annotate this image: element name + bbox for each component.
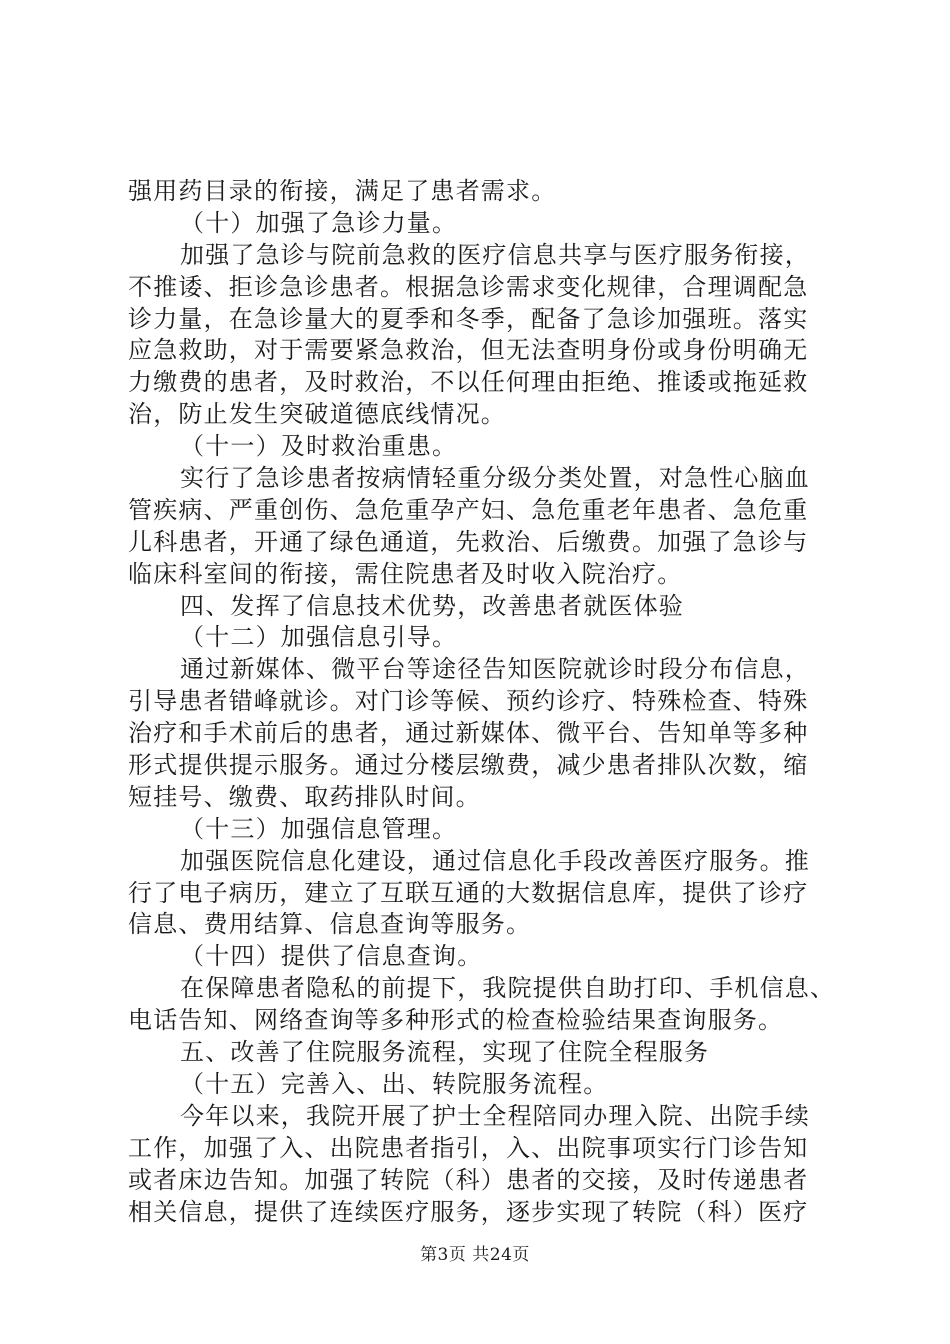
text-line: 信息、费用结算、信息查询等服务。	[128, 910, 532, 939]
text-line: 行了电子病历，建立了互联互通的大数据信息库，提供了诊疗	[128, 878, 809, 907]
text-line: 力缴费的患者，及时救治，不以任何理由拒绝、推诿或拖延救	[128, 368, 809, 397]
text-line: 工作，加强了入、出院患者指引，入、出院事项实行门诊告知	[128, 1133, 809, 1162]
text-line: （十二）加强信息引导。	[180, 623, 458, 652]
text-line: （十三）加强信息管理。	[180, 814, 458, 843]
text-line: （十四）提供了信息查询。	[180, 942, 483, 971]
text-line: 四、发挥了信息技术优势，改善患者就医体验	[180, 591, 684, 620]
text-line: 短挂号、缴费、取药排队时间。	[128, 782, 481, 811]
text-line: 临床科室间的衔接，需住院患者及时收入院治疗。	[128, 559, 683, 588]
text-line: 治，防止发生突破道德底线情况。	[128, 400, 506, 429]
text-line: 管疾病、严重创伤、急危重孕产妇、急危重老年患者、急危重	[128, 495, 809, 524]
text-line: 强用药目录的衔接，满足了患者需求。	[128, 177, 557, 205]
text-line: 通过新媒体、微平台等途径告知医院就诊时段分布信息，	[180, 655, 810, 684]
text-line: 加强医院信息化建设，通过信息化手段改善医疗服务。推	[180, 846, 810, 875]
text-line: 电话告知、网络查询等多种形式的检查检验结果查询服务。	[128, 1006, 784, 1035]
page-footer: 第3页 共24页	[420, 1245, 530, 1265]
text-line: 形式提供提示服务。通过分楼层缴费，减少患者排队次数，缩	[128, 751, 809, 780]
document-body	[128, 176, 838, 1228]
text-line: （十五）完善入、出、转院服务流程。	[180, 1069, 609, 1098]
text-line: 治疗和手术前后的患者，通过新媒体、微平台、告知单等多种	[128, 719, 809, 748]
text-line: 加强了急诊与院前急救的医疗信息共享与医疗服务衔接，	[180, 240, 810, 269]
text-line: 应急救助，对于需要紧急救治，但无法查明身份或身份明确无	[128, 336, 809, 365]
text-line: （十）加强了急诊力量。	[180, 208, 458, 237]
text-line: 实行了急诊患者按病情轻重分级分类处置，对急性心脑血	[180, 464, 810, 493]
text-line: 引导患者错峰就诊。对门诊等候、预约诊疗、特殊检查、特殊	[128, 687, 809, 716]
text-line: 相关信息，提供了连续医疗服务，逐步实现了转院（科）医疗	[128, 1197, 809, 1226]
text-line: 诊力量，在急诊量大的夏季和冬季，配备了急诊加强班。落实	[128, 304, 809, 333]
text-line: 今年以来，我院开展了护士全程陪同办理入院、出院手续	[180, 1101, 810, 1130]
text-line: 或者床边告知。加强了转院（科）患者的交接，及时传递患者	[128, 1165, 809, 1194]
text-line: 在保障患者隐私的前提下，我院提供自助打印、手机信息、	[180, 974, 836, 1003]
text-line: 五、改善了住院服务流程，实现了住院全程服务	[180, 1038, 710, 1067]
text-line: 儿科患者，开通了绿色通道，先救治、后缴费。加强了急诊与	[128, 527, 809, 556]
text-line: （十一）及时救治重患。	[180, 432, 458, 461]
text-line: 不推诿、拒诊急诊患者。根据急诊需求变化规律，合理调配急	[128, 272, 809, 301]
